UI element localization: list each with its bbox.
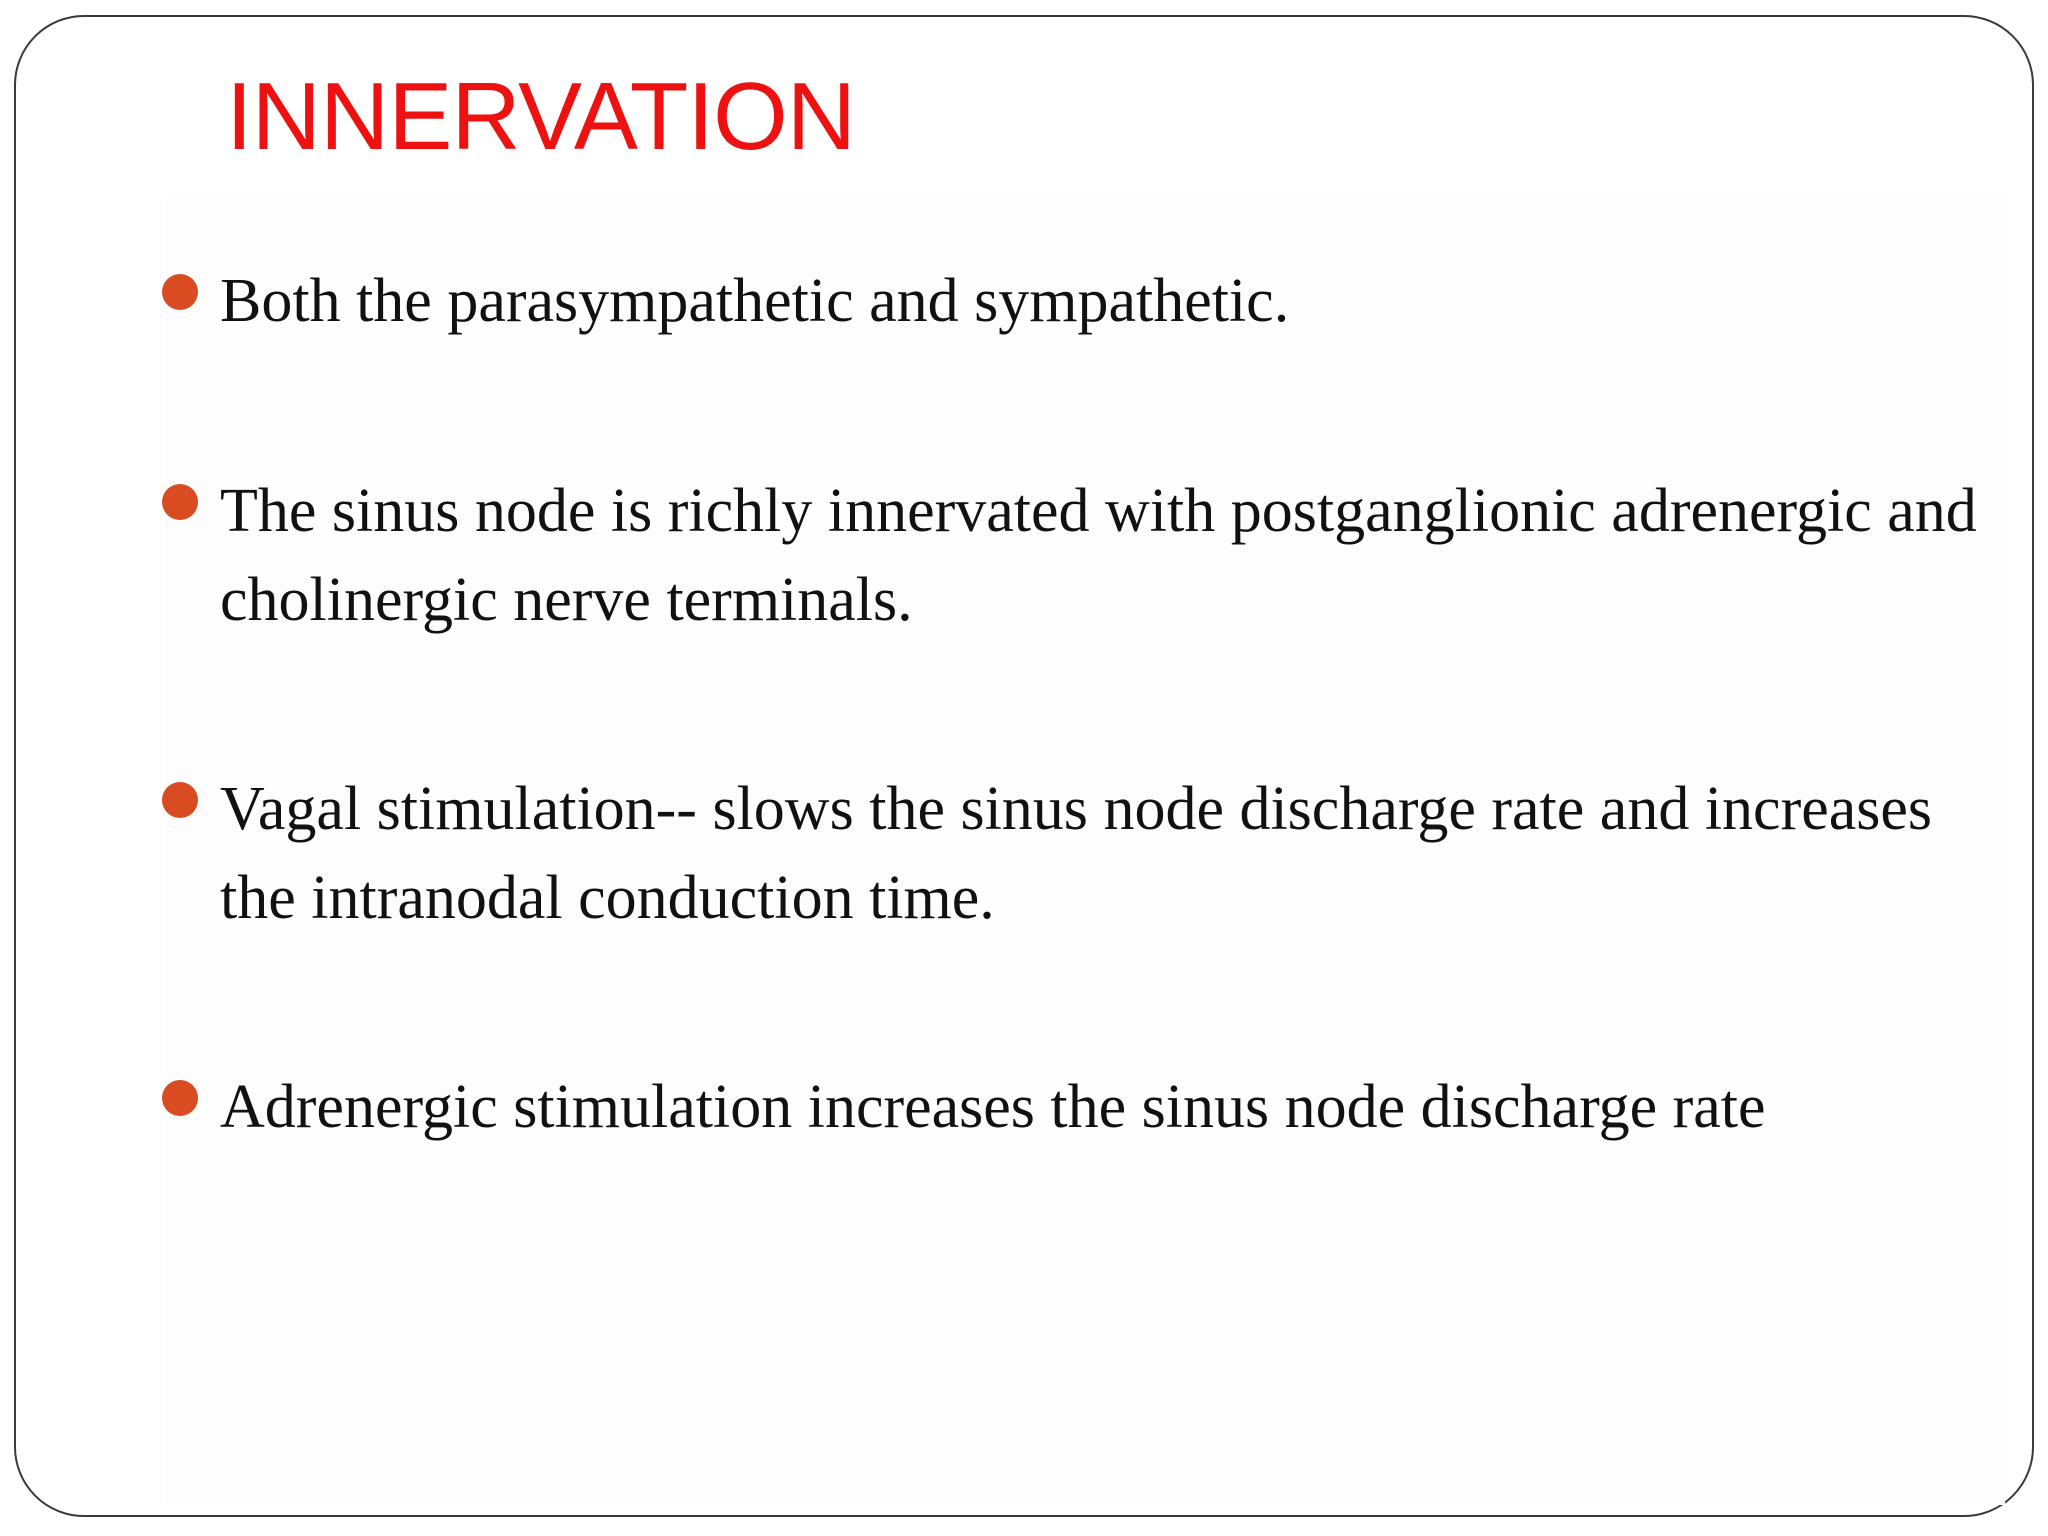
bullet-dot-icon bbox=[162, 274, 198, 310]
bullet-text: The sinus node is richly innervated with postganglionic adrenergic and cholinergic nerve terminals. bbox=[220, 477, 1977, 634]
bullet-dot-icon bbox=[162, 484, 198, 520]
bullet-dot-icon bbox=[162, 1080, 198, 1116]
bullet-text: Both the parasympathetic and sympathetic. bbox=[220, 267, 1290, 335]
bullet-text: Adrenergic stimulation increases the sinus node discharge rate bbox=[220, 1073, 1766, 1141]
bullet-text: Vagal stimulation-- slows the sinus node discharge rate and increases the intranodal conduction time. bbox=[220, 775, 1933, 932]
bullet-dot-icon bbox=[162, 782, 198, 818]
slide-title: INNERVATION bbox=[226, 63, 856, 170]
